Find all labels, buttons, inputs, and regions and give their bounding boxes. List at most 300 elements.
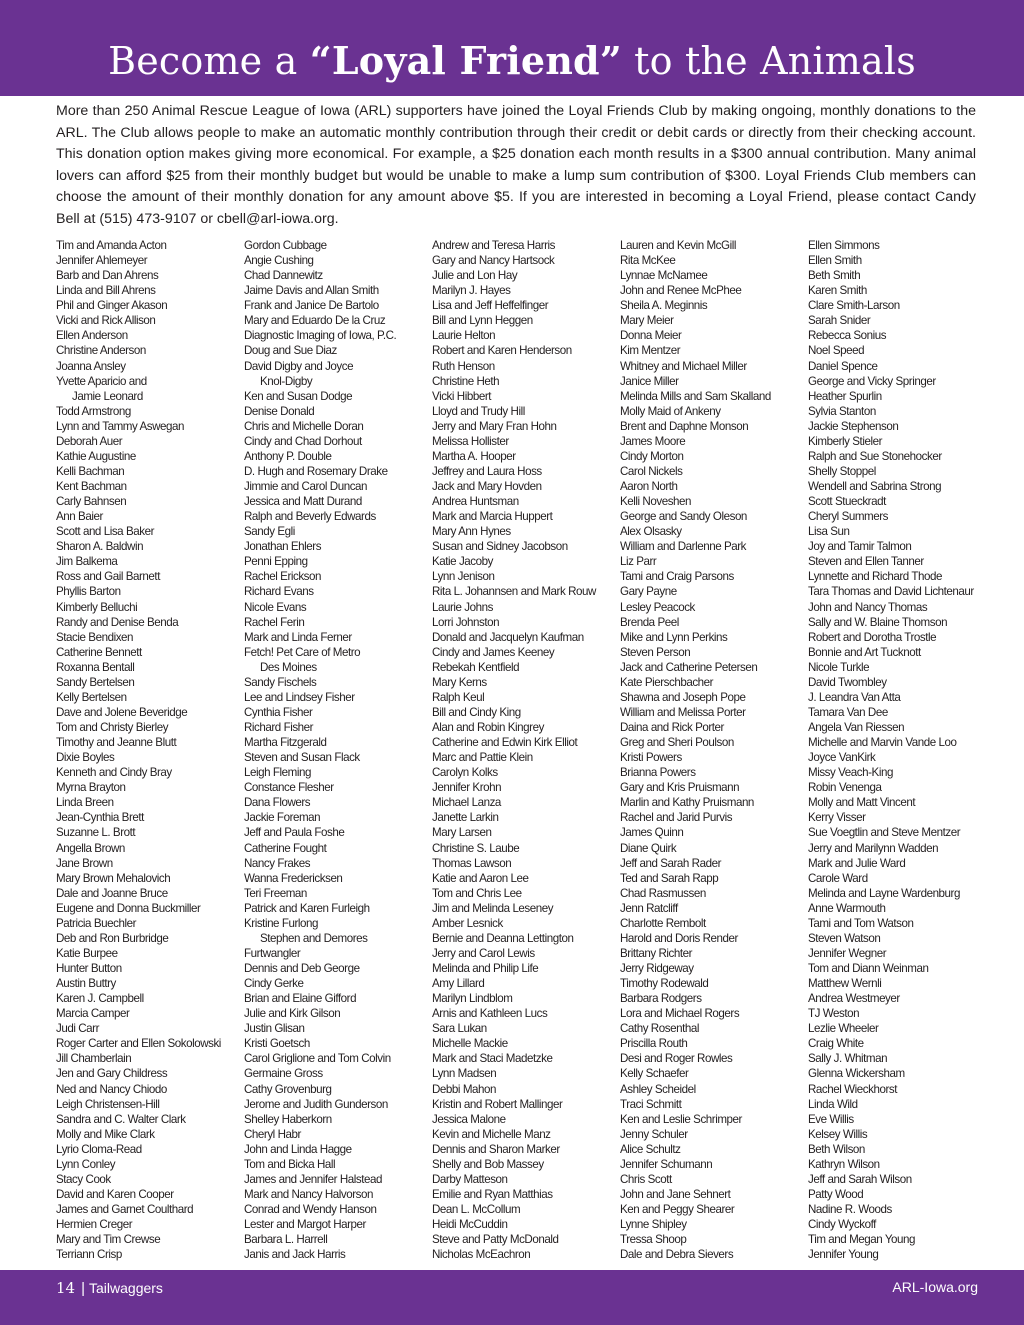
donor-name: Jane Brown — [56, 856, 113, 870]
donor-name: Jerry and Carol Lewis — [432, 946, 535, 960]
donor-name: Ned and Nancy Chiodo — [56, 1082, 167, 1096]
donor-name: Tom and Bicka Hall — [244, 1157, 336, 1171]
donor-name: Gary Payne — [620, 585, 677, 599]
donor-name: Bernie and Deanna Lettington — [432, 931, 574, 945]
donor-name: Doug and Sue Diaz — [244, 344, 337, 358]
donor-name: Hermien Creger — [56, 1218, 133, 1232]
donor-name: Knol-Digby — [260, 374, 313, 388]
donor-name: Angela Van Riessen — [808, 721, 905, 734]
donor-name: Donald and Jacquelyn Kaufman — [432, 630, 584, 644]
donor-name: Roxanna Bentall — [56, 660, 135, 674]
donor-name: Heather Spurlin — [808, 389, 882, 403]
donor-name: William and Darlenne Park — [620, 540, 746, 554]
donor-name: Andrea Westmeyer — [808, 992, 900, 1006]
donor-name: Brittany Richter — [620, 946, 693, 960]
donor-name: Lora and Michael Rogers — [620, 1007, 740, 1021]
donor-name: Sandy Fischels — [244, 675, 317, 689]
donor-name: Melinda and Layne Wardenburg — [808, 886, 960, 900]
donor-name: Germaine Gross — [244, 1067, 323, 1081]
donor-name: Jenn Ratcliff — [620, 901, 678, 915]
donor-name: Sue Voegtlin and Steve Mentzer — [808, 826, 961, 840]
donor-name: Liz Parr — [620, 555, 657, 569]
donor-name: Michelle and Marvin Vande Loo — [808, 736, 957, 750]
donor-name: Steven Watson — [808, 931, 881, 945]
donor-name: Christine Anderson — [56, 344, 146, 358]
page-number: 14 — [56, 1279, 76, 1297]
donor-name: Thomas Lawson — [432, 856, 512, 870]
donor-name: Kim Mentzer — [620, 344, 681, 358]
donor-name: Carole Ward — [808, 871, 868, 885]
donor-name: Dale and Debra Sievers — [620, 1248, 734, 1262]
donor-name: Rachel Wieckhorst — [808, 1082, 897, 1096]
donor-name: Tim and Megan Young — [808, 1233, 916, 1247]
donor-name: Lester and Margot Harper — [244, 1218, 366, 1232]
donor-name: Mary and Tim Crewse — [56, 1233, 161, 1247]
donor-name: Sara Lukan — [432, 1022, 487, 1036]
donor-name: Anne Warmouth — [808, 901, 886, 915]
donor-name: Lynn Jenison — [432, 570, 495, 584]
donor-name: Ted and Sarah Rapp — [620, 871, 719, 885]
donor-name: Kelli Noveshen — [620, 495, 692, 509]
donor-name: Heidi McCuddin — [432, 1218, 508, 1232]
donor-name: Lisa Sun — [808, 525, 850, 539]
donor-name: Jean-Cynthia Brett — [56, 811, 144, 825]
donor-name: Jeff and Sarah Rader — [620, 856, 721, 870]
donor-name: Fetch! Pet Care of Metro — [244, 645, 361, 659]
donor-name: Ken and Susan Dodge — [244, 389, 353, 403]
donor-name: Constance Flesher — [244, 781, 334, 795]
donor-name: Brianna Powers — [620, 766, 696, 780]
donor-name: Noel Speed — [808, 344, 865, 358]
donor-name: Scott and Lisa Baker — [56, 525, 154, 539]
donor-name: J. Leandra Van Atta — [808, 690, 901, 704]
donor-name: Joy and Tamir Talmon — [808, 540, 912, 554]
donor-name: Carol Griglione and Tom Colvin — [244, 1052, 391, 1066]
donor-name: James and Garnet Coulthard — [56, 1203, 194, 1216]
footer-left — [56, 1279, 163, 1297]
donor-name: Cindy and Chad Dorhout — [244, 434, 362, 448]
donor-name: Carly Bahnsen — [56, 495, 127, 509]
donor-name: Missy Veach-King — [808, 766, 893, 780]
donor-name: Arnis and Kathleen Lucs — [432, 1007, 548, 1021]
donor-name: Whitney and Michael Miller — [620, 359, 747, 373]
donor-name: Jennifer Young — [808, 1248, 879, 1262]
donor-name: Randy and Denise Benda — [56, 615, 179, 629]
donor-name: Melinda and Philip Life — [432, 962, 539, 975]
donor-name: John and Nancy Thomas — [808, 600, 928, 614]
donor-name: Desi and Roger Rowles — [620, 1052, 733, 1066]
donor-name: Cynthia Fisher — [244, 705, 313, 719]
donor-name: Hunter Button — [56, 962, 122, 975]
donor-name: Cheryl Habr — [244, 1127, 301, 1141]
donor-name: Chris Scott — [620, 1172, 672, 1186]
donor-name: Marilyn J. Hayes — [432, 284, 511, 298]
donor-name: Harold and Doris Render — [620, 931, 738, 945]
donor-name: Dave and Jolene Beveridge — [56, 705, 188, 719]
donor-name: Jennifer Schumann — [620, 1157, 713, 1171]
donor-name: Katie Jacoby — [432, 555, 493, 569]
donor-name: George and Vicky Springer — [808, 374, 936, 388]
donor-name: Angie Cushing — [244, 254, 314, 268]
donor-name: Justin Glisan — [244, 1022, 305, 1036]
donor-name: Ellen Simmons — [808, 239, 880, 252]
title-pre: Become a — [108, 39, 310, 83]
donor-name: Jeff and Paula Foshe — [244, 826, 345, 840]
donor-name: Lorri Johnston — [432, 615, 500, 629]
donor-name: Matthew Wernli — [808, 977, 882, 991]
footer-url: ARL-Iowa.org — [892, 1279, 978, 1295]
page-footer — [0, 1270, 1024, 1325]
donor-name: Tressa Shoop — [620, 1233, 687, 1247]
donor-name: Jerry and Marilynn Wadden — [808, 841, 939, 855]
donor-name: Daniel Spence — [808, 359, 878, 373]
donor-name: Tami and Craig Parsons — [620, 570, 734, 584]
donor-name: Gary and Nancy Hartsock — [432, 254, 555, 268]
donor-name: Kimberly Belluchi — [56, 600, 138, 614]
donor-name: Amy Lillard — [432, 977, 485, 991]
donor-name: Bonnie and Art Tucknott — [808, 645, 921, 659]
donor-name: Furtwangler — [244, 946, 301, 960]
donor-name: Jim and Melinda Leseney — [432, 901, 554, 915]
donor-name: Jill Chamberlain — [56, 1052, 132, 1066]
donor-column-2 — [244, 238, 430, 1262]
donor-name: Melissa Hollister — [432, 434, 509, 448]
donor-name: Lynn and Tammy Aswegan — [56, 419, 185, 433]
donor-name: Linda Breen — [56, 796, 114, 810]
donor-name: Kenneth and Cindy Bray — [56, 766, 172, 780]
donor-name: Barbara L. Harrell — [244, 1233, 328, 1247]
donor-name: Ruth Henson — [432, 359, 495, 373]
donor-name: Brenda Peel — [620, 615, 679, 629]
publication-name: Tailwaggers — [89, 1280, 163, 1296]
donor-name: John and Renee McPhee — [620, 284, 742, 298]
donor-name: David Digby and Joyce — [244, 359, 354, 373]
donor-name: Mark and Linda Ferner — [244, 630, 352, 644]
donor-name: Kent Bachman — [56, 480, 127, 493]
donor-name: Diagnostic Imaging of Iowa, P.C. — [244, 329, 397, 343]
donor-name: Martha A. Hooper — [432, 449, 516, 463]
donor-name: Catherine Fought — [244, 841, 327, 855]
donor-name: Molly and Matt Vincent — [808, 796, 916, 810]
donor-column-3 — [432, 238, 618, 1262]
donor-name: Lyrio Cloma-Read — [56, 1142, 142, 1156]
donor-name: Mark and Nancy Halvorson — [244, 1187, 374, 1201]
donor-name: Sandra and C. Walter Clark — [56, 1112, 186, 1126]
donor-name: Linda Wild — [808, 1097, 858, 1111]
donor-name: Dixie Boyles — [56, 751, 115, 765]
donor-name: Kathie Augustine — [56, 449, 136, 463]
donor-name: Marcia Camper — [56, 1007, 130, 1021]
donor-name: James Quinn — [620, 826, 684, 840]
donor-name: Jerry Ridgeway — [620, 962, 694, 975]
donor-name: James and Jennifer Halstead — [244, 1172, 383, 1186]
donor-name: Kerry Visser — [808, 811, 866, 825]
page-title — [0, 38, 1024, 83]
donor-name: Jackie Stephenson — [808, 419, 899, 433]
donor-name: Mark and Julie Ward — [808, 856, 906, 870]
donor-name: Shelley Haberkorn — [244, 1112, 332, 1126]
donor-name: Beth Wilson — [808, 1142, 865, 1156]
donor-name: Chris and Michelle Doran — [244, 419, 364, 433]
donor-name: John and Jane Sehnert — [620, 1187, 731, 1201]
donor-name: Barbara Rodgers — [620, 992, 702, 1006]
donor-name: Richard Evans — [244, 585, 314, 599]
donor-name: Timothy Rodewald — [620, 977, 709, 991]
donor-name: Cathy Rosenthal — [620, 1022, 699, 1036]
donor-name: Daina and Rick Porter — [620, 721, 724, 734]
donor-name: Sally J. Whitman — [808, 1052, 888, 1066]
donor-name: Cindy Wyckoff — [808, 1218, 876, 1232]
donor-name: Rachel Erickson — [244, 570, 322, 584]
page-header — [0, 0, 1024, 96]
donor-name: Judi Carr — [56, 1022, 99, 1036]
donor-name: Jerome and Judith Gunderson — [244, 1097, 388, 1111]
donor-name: Rachel Ferin — [244, 615, 305, 629]
donor-name: Emilie and Ryan Matthias — [432, 1187, 553, 1201]
donor-name: Rachel and Jarid Purvis — [620, 811, 733, 825]
donor-name: Nicole Turkle — [808, 660, 870, 674]
donor-name: Tom and Diann Weinman — [808, 962, 929, 975]
donor-name: Jack and Catherine Petersen — [620, 660, 758, 674]
donor-name: Chad Rasmussen — [620, 886, 706, 900]
donor-name: Barb and Dan Ahrens — [56, 269, 159, 283]
donor-name: Mike and Lynn Perkins — [620, 630, 728, 644]
donor-name: Eugene and Donna Buckmiller — [56, 901, 201, 915]
donor-name: Lezlie Wheeler — [808, 1022, 879, 1036]
donor-name: Ken and Peggy Shearer — [620, 1203, 735, 1216]
donor-name: Marc and Pattie Klein — [432, 751, 533, 765]
donor-name: Todd Armstrong — [56, 404, 131, 418]
donor-name: Dennis and Sharon Marker — [432, 1142, 560, 1156]
donor-name: Nancy Frakes — [244, 856, 311, 870]
donor-column-4 — [620, 238, 806, 1262]
donor-name: Rita L. Johannsen and Mark Rouw — [432, 585, 596, 599]
donor-name: Patty Wood — [808, 1187, 864, 1201]
donor-name: Christine S. Laube — [432, 841, 520, 855]
donor-name: Sandy Bertelsen — [56, 675, 135, 689]
donor-name: Teri Freeman — [244, 886, 307, 900]
donor-name: Nicole Evans — [244, 600, 307, 614]
donor-name: Kristi Powers — [620, 751, 682, 765]
donor-name: Cathy Grovenburg — [244, 1082, 332, 1096]
donor-name: Richard Fisher — [244, 721, 314, 734]
donor-name: Carol Nickels — [620, 464, 683, 478]
donor-name: Wendell and Sabrina Strong — [808, 480, 942, 493]
donor-name: Kristin and Robert Mallinger — [432, 1097, 563, 1111]
donor-name: Martha Fitzgerald — [244, 736, 327, 750]
donor-name: Patrick and Karen Furleigh — [244, 901, 370, 915]
donor-name: Greg and Sheri Poulson — [620, 736, 734, 750]
donor-name: Rita McKee — [620, 254, 676, 268]
donor-name: David and Karen Cooper — [56, 1187, 174, 1201]
donor-name: George and Sandy Oleson — [620, 510, 747, 524]
donor-name: Ellen Anderson — [56, 329, 128, 343]
donor-name: Leigh Fleming — [244, 766, 311, 780]
donor-column-5 — [808, 238, 994, 1262]
donor-name: Jamie Leonard — [72, 389, 143, 403]
donor-name: John and Linda Hagge — [244, 1142, 352, 1156]
donor-name: Jackie Foreman — [244, 811, 321, 825]
donor-name: Tami and Tom Watson — [808, 916, 914, 930]
donor-name: Susan and Sidney Jacobson — [432, 540, 568, 554]
donor-name: Ross and Gail Barnett — [56, 570, 160, 584]
donor-name: Conrad and Wendy Hanson — [244, 1203, 377, 1216]
donor-name: Mary Brown Mehalovich — [56, 871, 171, 885]
donor-name: Brian and Elaine Gifford — [244, 992, 357, 1006]
donor-name: Terriann Crisp — [56, 1248, 122, 1262]
donor-name: Marilyn Lindblom — [432, 992, 513, 1006]
donor-name: Kimberly Stieler — [808, 434, 882, 448]
donor-name: Kelly Schaefer — [620, 1067, 689, 1081]
donor-name: Laurie Helton — [432, 329, 496, 343]
donor-name: Denise Donald — [244, 404, 315, 418]
donor-name: Ken and Leslie Schrimper — [620, 1112, 742, 1126]
donor-name: Brent and Daphne Monson — [620, 419, 749, 433]
donor-name: Lloyd and Trudy Hill — [432, 404, 525, 418]
donor-name: Myrna Brayton — [56, 781, 126, 795]
donor-name: Ellen Smith — [808, 254, 862, 268]
donor-name: Cheryl Summers — [808, 510, 889, 524]
donor-name: Sandy Egli — [244, 525, 295, 539]
donor-name: Shelly Stoppel — [808, 464, 876, 478]
donor-name: Janice Miller — [620, 374, 679, 388]
donor-name: Kathryn Wilson — [808, 1157, 880, 1171]
donor-name: Julie and Lon Hay — [432, 269, 518, 283]
donor-name: Priscilla Routh — [620, 1037, 688, 1051]
donor-name: Jennifer Wegner — [808, 946, 887, 960]
donor-name: Charlotte Rembolt — [620, 916, 706, 930]
donor-name: Vicki and Rick Allison — [56, 314, 156, 328]
donor-name: Tamara Van Dee — [808, 705, 888, 719]
donor-name: Tom and Christy Bierley — [56, 721, 169, 734]
donor-name: Lesley Peacock — [620, 600, 695, 614]
donor-name: Lynne Shipley — [620, 1218, 687, 1232]
donor-name: Jimmie and Carol Duncan — [244, 480, 368, 493]
donor-name: Stacy Cook — [56, 1172, 111, 1186]
donor-name: Mary and Eduardo De la Cruz — [244, 314, 386, 328]
title-strong: “Loyal Friend” — [309, 38, 622, 83]
donor-name: Shelly and Bob Massey — [432, 1157, 544, 1171]
donor-name: Gordon Cubbage — [244, 239, 327, 252]
donor-name: Mary Ann Hynes — [432, 525, 511, 539]
donor-name: Dennis and Deb George — [244, 962, 360, 975]
donor-name: Andrea Huntsman — [432, 495, 519, 509]
donor-name: Steven and Ellen Tanner — [808, 555, 924, 569]
donor-name: Robin Venenga — [808, 781, 882, 795]
donor-name: Steven and Susan Flack — [244, 751, 360, 765]
donor-name: Katie and Aaron Lee — [432, 871, 529, 885]
donor-name: Kristine Furlong — [244, 916, 318, 930]
donor-name: Ralph Keul — [432, 690, 485, 704]
donor-name: Bill and Lynn Heggen — [432, 314, 533, 328]
donor-name: Carolyn Kolks — [432, 766, 498, 780]
donor-name: Jaime Davis and Allan Smith — [244, 284, 379, 298]
donor-name: Janis and Jack Harris — [244, 1248, 346, 1262]
donor-name: Jennifer Ahlemeyer — [56, 254, 148, 268]
donor-name: Suzanne L. Brott — [56, 826, 136, 840]
donor-name: Lisa and Jeff Heffelfinger — [432, 299, 549, 313]
donor-name: Sally and W. Blaine Thomson — [808, 615, 948, 629]
donor-name: Jack and Mary Hovden — [432, 480, 542, 493]
donor-name: Deb and Ron Burbridge — [56, 931, 169, 945]
donor-name: Kevin and Michelle Manz — [432, 1127, 551, 1141]
donor-name: Tara Thomas and David Lichtenaur — [808, 585, 974, 599]
donor-name: Penni Epping — [244, 555, 308, 569]
donor-name: Catherine and Edwin Kirk Elliot — [432, 736, 578, 750]
donor-name: Beth Smith — [808, 269, 861, 283]
donor-name: Debbi Mahon — [432, 1082, 497, 1096]
donor-name: Cindy Morton — [620, 449, 684, 463]
donor-name: Roger Carter and Ellen Sokolowski — [56, 1037, 221, 1051]
donor-name: Sharon A. Baldwin — [56, 540, 144, 554]
donor-name: Lee and Lindsey Fisher — [244, 690, 355, 704]
donor-name: Ann Baier — [56, 510, 103, 524]
donor-name: Stephen and Demores — [260, 931, 368, 945]
donor-name: Tom and Chris Lee — [432, 886, 522, 900]
donor-name: Molly and Mike Clark — [56, 1127, 155, 1141]
donor-name: Ralph and Beverly Edwards — [244, 510, 376, 524]
footer-separator: | — [81, 1280, 85, 1297]
donor-name: Timothy and Jeanne Blutt — [56, 736, 177, 750]
donor-name: Vicki Hibbert — [432, 389, 492, 403]
donor-name: D. Hugh and Rosemary Drake — [244, 464, 388, 478]
donor-name: Robert and Dorotha Trostle — [808, 630, 937, 644]
donor-name: Jeffrey and Laura Hoss — [432, 464, 542, 478]
donor-name: Cindy and James Keeney — [432, 645, 555, 659]
donor-name: Des Moines — [260, 660, 317, 674]
donor-name: Steve and Patty McDonald — [432, 1233, 559, 1247]
donor-name: David Twombley — [808, 675, 887, 689]
donor-name: Alan and Robin Kingrey — [432, 721, 544, 734]
donor-name: Clare Smith-Larson — [808, 299, 900, 313]
donor-name: Joanna Ansley — [56, 359, 126, 373]
donor-name: Jonathan Ehlers — [244, 540, 322, 554]
donor-name: Aaron North — [620, 480, 678, 493]
donor-name: TJ Weston — [808, 1007, 860, 1021]
donor-name: Diane Quirk — [620, 841, 677, 855]
donor-name: Amber Lesnick — [432, 916, 503, 930]
donor-name: Robert and Karen Henderson — [432, 344, 572, 358]
donor-name: Linda and Bill Ahrens — [56, 284, 156, 298]
donor-name: Nadine R. Woods — [808, 1203, 892, 1216]
donor-name: Michael Lanza — [432, 796, 501, 810]
donor-name: Eve Willis — [808, 1112, 854, 1126]
donor-name: Andrew and Teresa Harris — [432, 239, 556, 252]
title-post: to the Animals — [621, 39, 916, 83]
donor-name: Yvette Aparicio and — [56, 374, 147, 388]
donor-name: Jim Balkema — [56, 555, 118, 569]
donor-list — [56, 238, 996, 1264]
donor-name: Joyce VanKirk — [808, 751, 876, 765]
donor-name: Darby Matteson — [432, 1172, 508, 1186]
donor-name: Julie and Kirk Gilson — [244, 1007, 341, 1021]
donor-name: Rebekah Kentfield — [432, 660, 520, 674]
donor-name: Bill and Cindy King — [432, 705, 521, 719]
donor-name: Jessica Malone — [432, 1112, 506, 1126]
donor-name: Catherine Bennett — [56, 645, 142, 659]
donor-name: Jerry and Mary Fran Hohn — [432, 419, 557, 433]
donor-name: Leigh Christensen-Hill — [56, 1097, 160, 1111]
donor-name: Patricia Buechler — [56, 916, 136, 930]
donor-name: Lynn Madsen — [432, 1067, 497, 1081]
donor-name: Karen Smith — [808, 284, 867, 298]
donor-name: Kristi Goetsch — [244, 1037, 310, 1051]
donor-name: Jessica and Matt Durand — [244, 495, 362, 509]
donor-name: Wanna Fredericksen — [244, 871, 343, 885]
donor-name: Mary Meier — [620, 314, 674, 328]
donor-name: Janette Larkin — [432, 811, 499, 825]
donor-name: Karen J. Campbell — [56, 992, 144, 1006]
